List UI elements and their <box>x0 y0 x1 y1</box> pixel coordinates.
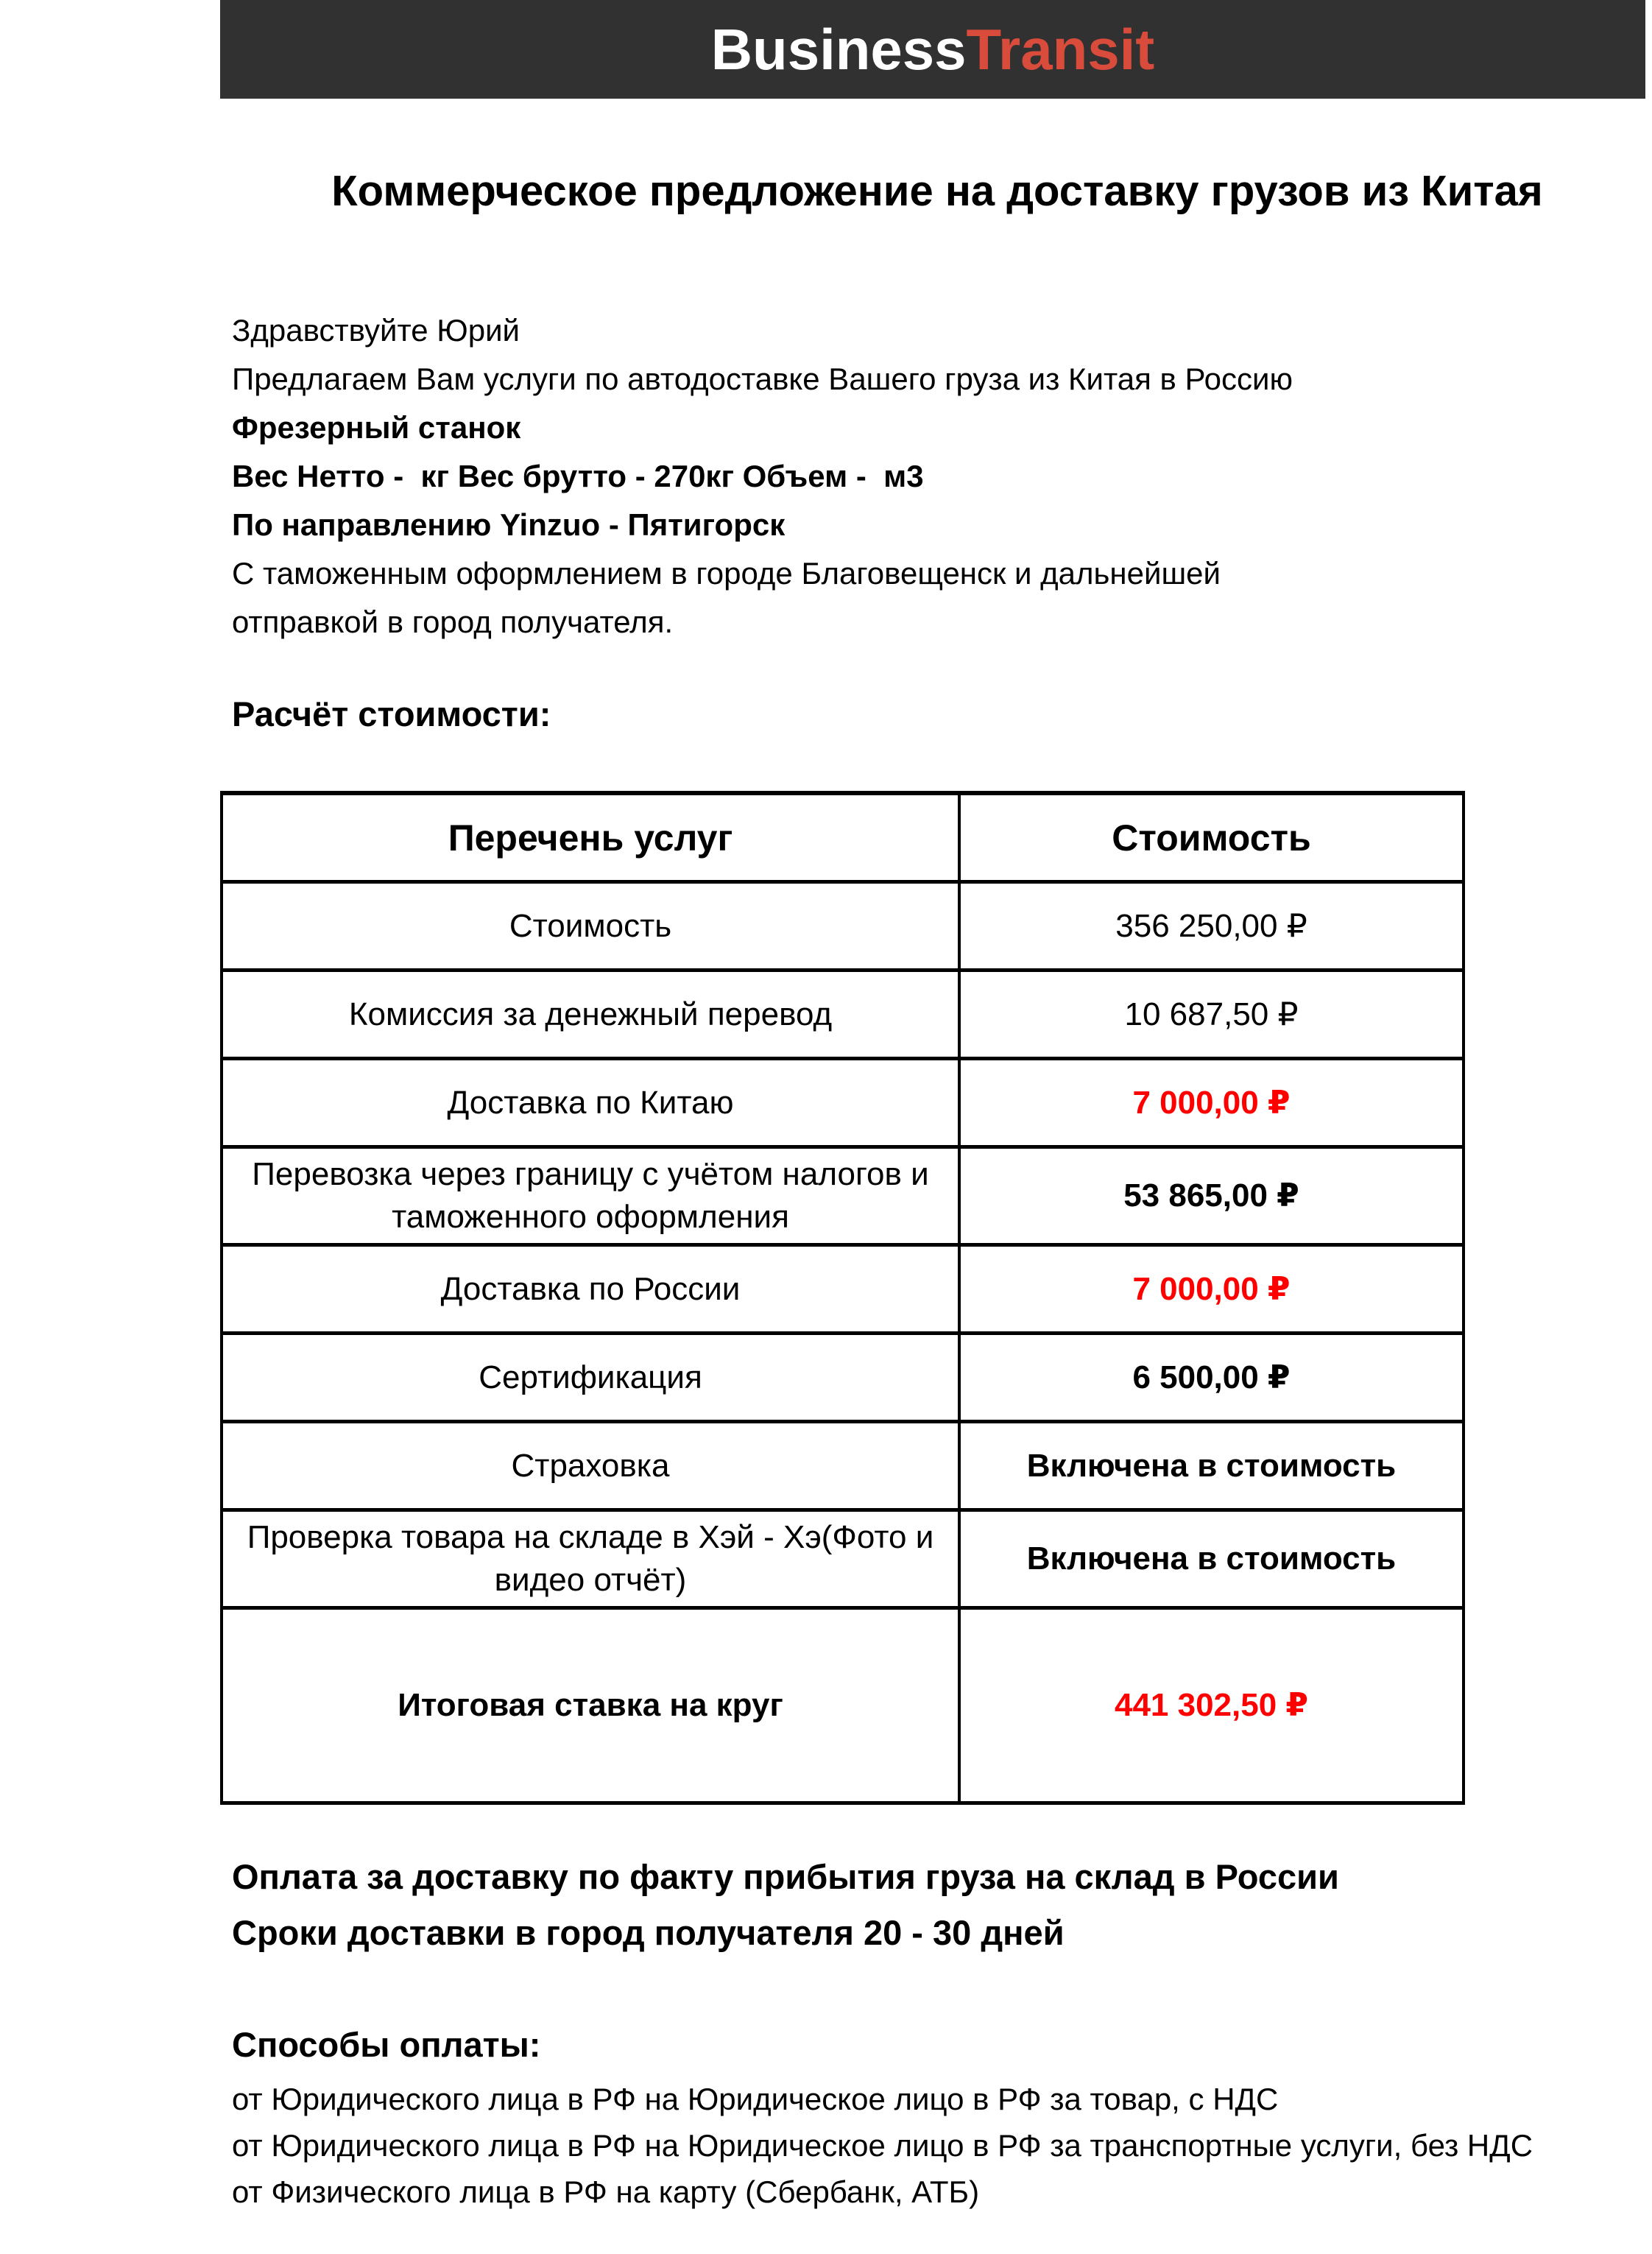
document-title: Коммерческое предложение на доставку грузов из Китая <box>331 167 1543 215</box>
cost-cell: Включена в стоимость <box>1026 1540 1397 1577</box>
cost-cell: 356 250,00 ₽ <box>1115 907 1307 944</box>
table-row <box>223 1335 1462 1423</box>
brand-logo-business: Business <box>710 16 967 82</box>
payment-term-line: Сроки доставки в город получателя 20 - 30 дней <box>232 1913 1065 1952</box>
service-cell: Комиссия за денежный перевод <box>223 972 961 1057</box>
document-content <box>0 166 1652 2215</box>
intro-line: Предлагаем Вам услуги по автодоставке Вашего груза из Китая в Россию <box>232 362 1293 396</box>
table-row <box>223 1247 1462 1335</box>
column-header-services: Перечень услуг <box>223 795 961 880</box>
payment-method-line: от Юридического лица в РФ на Юридическое лицо в РФ за товар, с НДС <box>232 2082 1279 2116</box>
table-row <box>223 972 1462 1060</box>
brand-logo-transit: Transit <box>966 16 1155 82</box>
intro-line: Вес Нетто - кг Вес брутто - 270кг Объем - м3 <box>232 459 924 493</box>
table-row <box>223 1512 1462 1610</box>
service-cell: Перевозка через границу с учётом налогов и таможенного оформления <box>223 1149 961 1243</box>
service-cell: Страховка <box>223 1423 961 1508</box>
payment-terms <box>232 1849 1652 1961</box>
table-row <box>223 884 1462 972</box>
intro-line: Здравствуйте Юрий <box>232 313 520 348</box>
payment-term-line: Оплата за доставку по факту прибытия груза на склад в России <box>232 1857 1339 1896</box>
payment-method-line: от Физического лица в РФ на карту (Сбербанк, АТБ) <box>232 2174 980 2209</box>
intro-section <box>232 306 1652 647</box>
service-cell: Доставка по России <box>223 1247 961 1331</box>
cost-cell: Включена в стоимость <box>1026 1447 1397 1484</box>
intro-line: По направлению Yinzuo - Пятигорск <box>232 507 786 542</box>
cost-cell: 53 865,00 ₽ <box>1123 1177 1299 1214</box>
table-row <box>223 1610 1462 1801</box>
intro-line: С таможенным оформлением в городе Благовещенск и дальнейшей <box>232 556 1221 591</box>
cost-section-heading: Расчёт стоимости: <box>232 694 551 733</box>
payment-methods-heading: Способы оплаты: <box>232 2025 541 2064</box>
service-cell: Сертификация <box>223 1335 961 1420</box>
intro-line: отправкой в город получателя. <box>232 605 674 639</box>
intro-line: Фрезерный станок <box>232 410 521 445</box>
payment-method-line: от Юридического лица в РФ на Юридическое лицо в РФ за транспортные услуги, без НДС <box>232 2128 1533 2163</box>
service-cell: Проверка товара на складе в Хэй - Хэ(Фото и видео отчёт) <box>223 1512 961 1606</box>
service-cell: Итоговая ставка на круг <box>223 1610 961 1801</box>
table-row <box>223 1423 1462 1512</box>
cost-cell: 7 000,00 ₽ <box>1132 1270 1291 1307</box>
cost-cell: 441 302,50 ₽ <box>1114 1687 1309 1723</box>
cost-cell: 10 687,50 ₽ <box>1124 996 1299 1032</box>
brand-logo <box>711 16 1155 83</box>
cost-table <box>220 791 1465 1805</box>
service-cell: Стоимость <box>223 884 961 968</box>
payment-methods <box>232 2076 1652 2215</box>
cost-cell: 7 000,00 ₽ <box>1132 1084 1291 1121</box>
table-header-row <box>223 795 1462 884</box>
table-body <box>223 884 1462 1801</box>
table-row <box>223 1060 1462 1149</box>
header-bar <box>220 0 1645 99</box>
table-row <box>223 1149 1462 1247</box>
cost-cell: 6 500,00 ₽ <box>1132 1359 1291 1395</box>
service-cell: Доставка по Китаю <box>223 1060 961 1145</box>
column-header-cost: Стоимость <box>1112 817 1311 859</box>
